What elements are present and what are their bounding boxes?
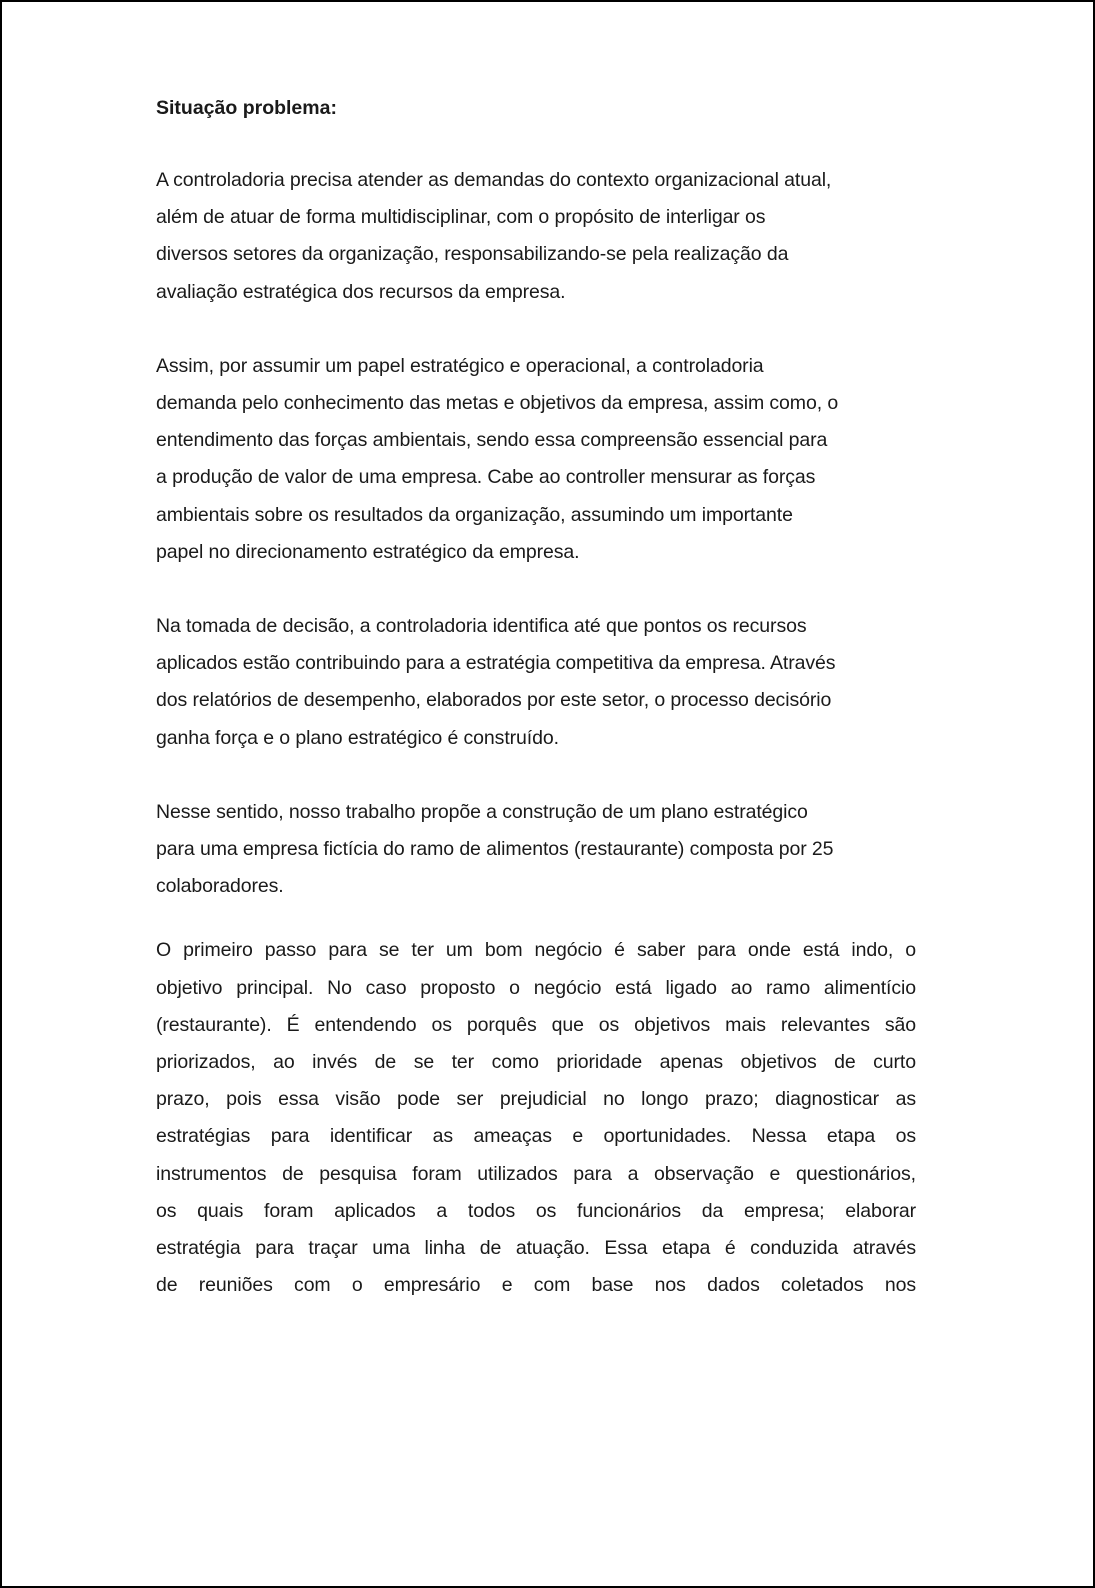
text-line: instrumentos de pesquisa foram utilizados para a observação e questionários, [156, 1162, 916, 1185]
text-line: colaboradores. [156, 875, 284, 898]
text-line: Nesse sentido, nosso trabalho propõe a construção de um plano estratégico [156, 800, 808, 823]
text-line: a produção de valor de uma empresa. Cabe ao controller mensurar as forças [156, 466, 816, 489]
paragraph-2 [156, 348, 916, 571]
text-line: Assim, por assumir um papel estratégico e operacional, a controladoria [156, 354, 764, 377]
text-line: prazo, pois essa visão pode ser prejudicial no longo prazo; diagnosticar as [156, 1088, 916, 1111]
text-line: O primeiro passo para se ter um bom negócio é saber para onde está indo, o [156, 939, 916, 962]
section-title: Situação problema: [156, 97, 337, 119]
text-line: diversos setores da organização, responsabilizando-se pela realização da [156, 243, 789, 266]
paragraph-4 [156, 794, 916, 906]
text-line: objetivo principal. No caso proposto o negócio está ligado ao ramo alimentício [156, 976, 916, 999]
text-line: estratégia para traçar uma linha de atuação. Essa etapa é conduzida através [156, 1237, 916, 1260]
text-line: além de atuar de forma multidisciplinar, com o propósito de interligar os [156, 206, 766, 229]
text-line: demanda pelo conhecimento das metas e objetivos da empresa, assim como, o [156, 392, 839, 415]
text-line: os quais foram aplicados a todos os funcionários da empresa; elaborar [156, 1199, 916, 1222]
text-line: (restaurante). É entendendo os porquês que os objetivos mais relevantes são [156, 1013, 916, 1036]
paragraph-3 [156, 608, 916, 757]
text-line: ganha força e o plano estratégico é construído. [156, 726, 559, 749]
text-line: dos relatórios de desempenho, elaborados por este setor, o processo decisório [156, 689, 832, 712]
paragraph-5 [156, 932, 916, 1304]
text-line: ambientais sobre os resultados da organização, assumindo um importante [156, 503, 793, 526]
document-body [156, 95, 916, 1304]
text-line: estratégias para identificar as ameaças e oportunidades. Nessa etapa os [156, 1125, 916, 1148]
paragraph-1 [156, 162, 916, 311]
text-line: papel no direcionamento estratégico da empresa. [156, 540, 580, 563]
text-line: priorizados, ao invés de se ter como prioridade apenas objetivos de curto [156, 1051, 916, 1074]
text-line: entendimento das forças ambientais, sendo essa compreensão essencial para [156, 429, 828, 452]
text-line: de reuniões com o empresário e com base nos dados coletados nos [156, 1274, 916, 1297]
text-line: para uma empresa fictícia do ramo de alimentos (restaurante) composta por 25 [156, 838, 834, 861]
text-line: A controladoria precisa atender as demandas do contexto organizacional atual, [156, 169, 832, 191]
text-line: aplicados estão contribuindo para a estratégia competitiva da empresa. Através [156, 652, 836, 675]
text-line: avaliação estratégica dos recursos da empresa. [156, 280, 566, 303]
text-line: Na tomada de decisão, a controladoria identifica até que pontos os recursos [156, 615, 807, 638]
